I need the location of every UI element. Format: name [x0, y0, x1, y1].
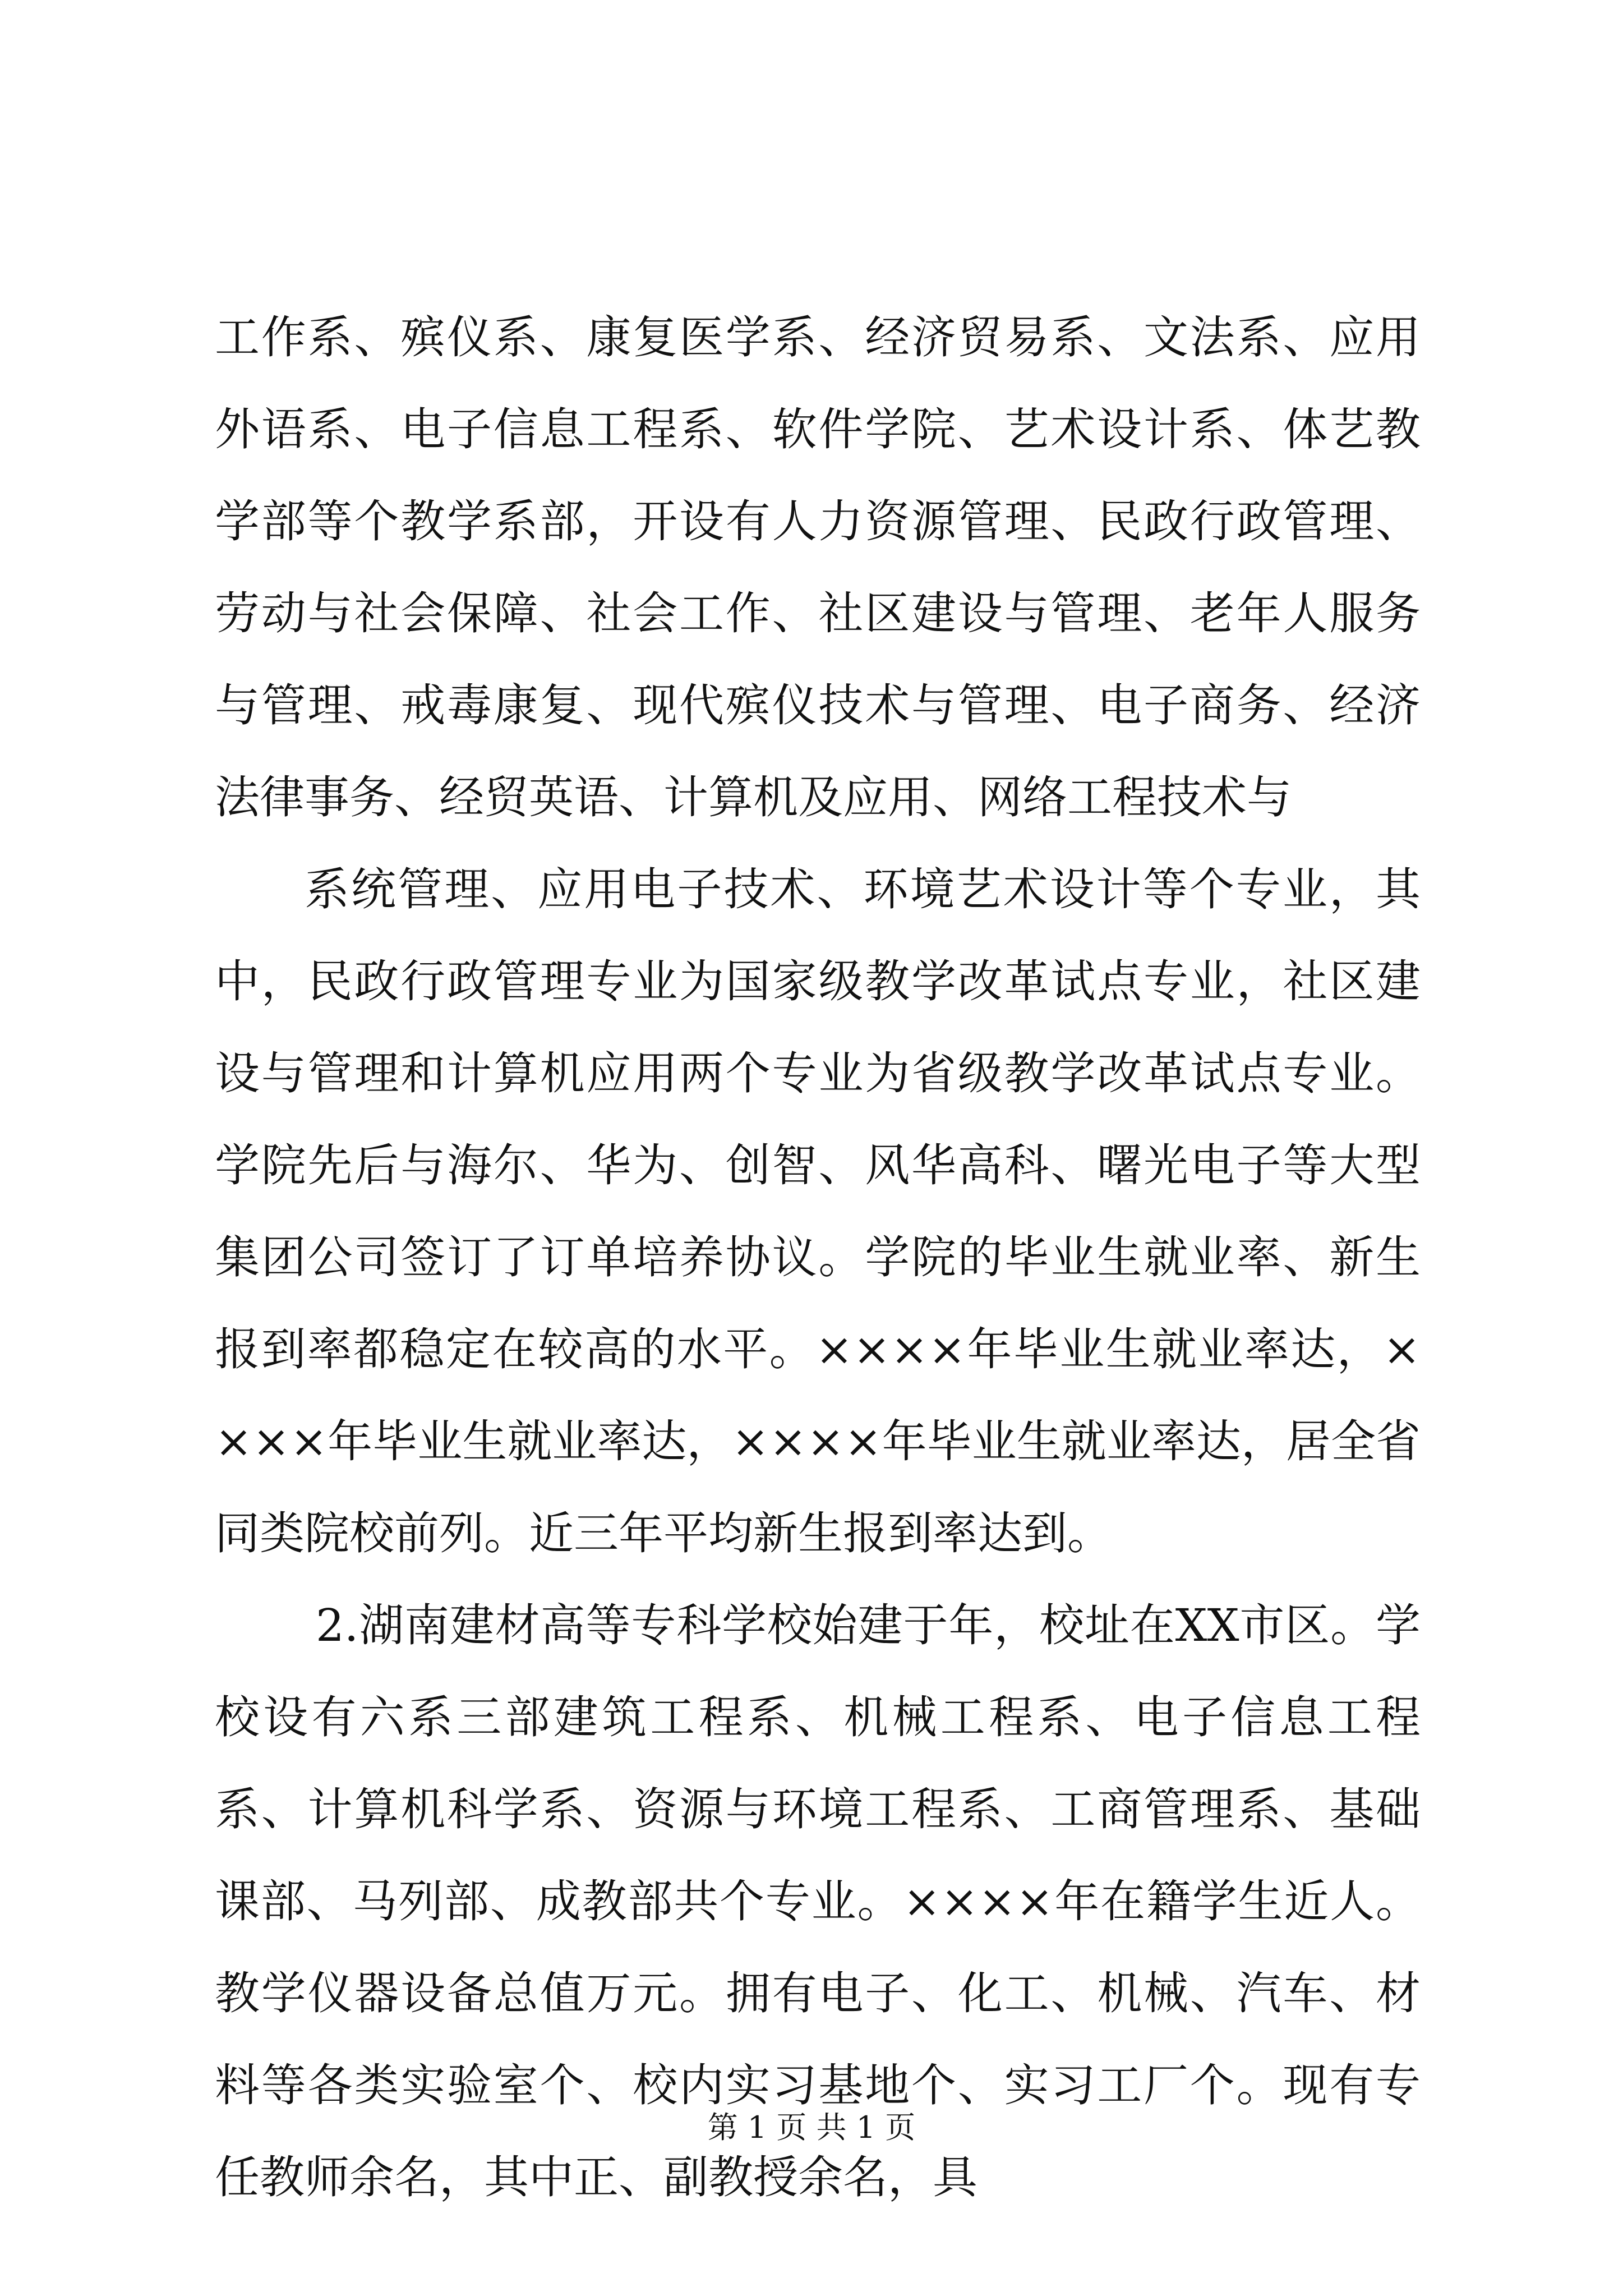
paragraph-1: 工作系、殡仪系、康复医学系、经济贸易系、文法系、应用外语系、电子信息工程系、软件学院、艺术设计系、体艺教学部等个教学系部，开设有人力资源管理、民政行政管理、劳动与社会保障、社会工作、社区建设与管理、老年人服务与管理、戒毒康复、现代殡仪技术与管理、电子商务、经济法律事务、经贸英语、计算机及应用、网络工程技术与 [215, 311, 1421, 823]
document-body [215, 292, 1421, 2224]
paragraph-3: 2.湖南建材高等专科学校始建于年，校址在XX市区。学校设有六系三部建筑工程系、机械工程系、电子信息工程系、计算机科学系、资源与环境工程系、工商管理系、基础课部、马列部、成教部共个专业。××××年在籍学生近人。教学仪器设备总值万元。拥有电子、化工、机械、汽车、材料等各类实验室个、校内实习基地个、实习工厂个。现有专任教师余名，其中正、副教授余名，具 [215, 1599, 1421, 2203]
paragraph-2: 系统管理、应用电子技术、环境艺术设计等个专业，其中，民政行政管理专业为国家级教学改革试点专业，社区建设与管理和计算机应用两个专业为省级教学改革试点专业。学院先后与海尔、华为、创智、风华高科、曙光电子等大型集团公司签订了订单培养协议。学院的毕业生就业率、新生报到率都稳定在较高的水平。××××年毕业生就业率达，××××年毕业生就业率达，××××年毕业生就业率达，居全省同类院校前列。近三年平均新生报到率达到。 [215, 863, 1421, 1559]
page-footer: 第 1 页 共 1 页 [707, 2110, 916, 2145]
